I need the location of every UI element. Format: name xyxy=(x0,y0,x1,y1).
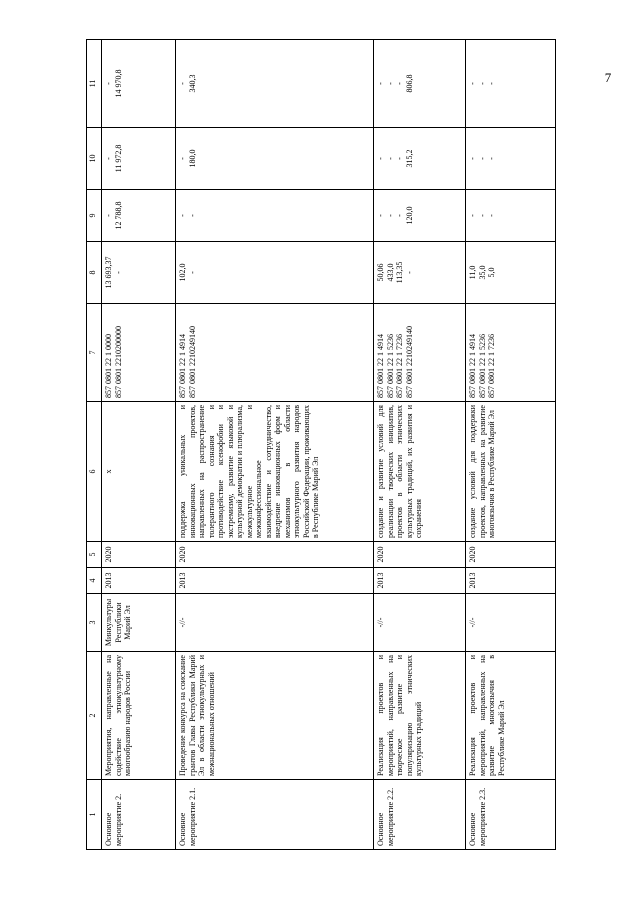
value: 11 972,8 xyxy=(113,144,123,173)
cell-event-id: Основное мероприятие 2.3. xyxy=(466,780,556,850)
cell-end-year: 2020 xyxy=(176,542,374,568)
value: - xyxy=(376,214,385,217)
value: 13 693,37 xyxy=(104,256,113,289)
value: - xyxy=(468,82,477,85)
cell-result: x xyxy=(102,402,176,542)
cell-executor: Минкультуры Республики Марий Эл xyxy=(102,594,176,652)
value: - xyxy=(477,214,487,217)
column-header: 6 xyxy=(87,402,102,542)
cell-end-year: 2020 xyxy=(466,542,556,568)
value: - xyxy=(104,214,113,217)
value: - xyxy=(487,82,496,85)
value: - xyxy=(385,214,395,217)
cell-start-year: 2013 xyxy=(466,568,556,594)
cell-executor: -//- xyxy=(374,594,466,652)
cell-event-id: Основное мероприятие 2.1. xyxy=(176,780,374,850)
column-header: 3 xyxy=(87,594,102,652)
cell-start-year: 2013 xyxy=(374,568,466,594)
cell-start-year: 2013 xyxy=(176,568,374,594)
cell-result: поддержка уникальных и инновационных проектов, направленных на распространение толерантного сознания и противодействие ксенофобии и экстремизму, развитие языковой и культурной демократии и плюрализма, межкультурное и межконфессиональное взаимодействие и сотрудничество, внедрение инновационных форм и механизмов в области этнокультурного развития народов Российской Федерации, проживающих в Республике Марий Эл xyxy=(176,402,374,542)
column-header: 8 xyxy=(87,242,102,304)
budget-code: 857 0801 2210200000 xyxy=(113,326,123,398)
value: - xyxy=(395,157,404,160)
budget-code: 857 0801 22 1 4914 xyxy=(468,334,477,398)
value: - xyxy=(187,271,197,274)
cell-event-name: Реализация проектов и мероприятий, направленных на творческое развитие и популяризацию этнических культурных традиций xyxy=(374,652,466,780)
value: 340,3 xyxy=(187,74,197,93)
cell-value-col10 xyxy=(102,128,176,190)
cell-start-year: 2013 xyxy=(102,568,176,594)
cell-event-name: Мероприятия, направленные на содействие этнокультурному многообразию народов России xyxy=(102,652,176,780)
cell-value-col8 xyxy=(374,242,466,304)
rotated-table-container xyxy=(86,40,626,850)
table-row xyxy=(176,40,374,850)
cell-value-col9 xyxy=(102,190,176,242)
cell-budget-code xyxy=(176,304,374,402)
column-header: 4 xyxy=(87,568,102,594)
column-header: 7 xyxy=(87,304,102,402)
value: - xyxy=(468,157,477,160)
value: 315,2 xyxy=(404,149,414,168)
cell-end-year: 2020 xyxy=(374,542,466,568)
budget-code: 857 0801 22 1 5236 xyxy=(477,334,487,398)
value: - xyxy=(104,157,113,160)
column-header: 9 xyxy=(87,190,102,242)
cell-value-col8 xyxy=(176,242,374,304)
table-row xyxy=(102,40,176,850)
budget-code: 857 0801 22 1 4914 xyxy=(178,334,187,398)
table-row xyxy=(374,40,466,850)
value: - xyxy=(178,157,187,160)
value: 12 788,8 xyxy=(113,201,123,230)
cell-budget-code xyxy=(102,304,176,402)
program-table xyxy=(86,39,556,850)
column-header: 11 xyxy=(87,40,102,128)
cell-event-id: Основное мероприятие 2.2. xyxy=(374,780,466,850)
cell-result: создание и развитие условий для реализации творческих инициатив, проектов в области этнических культурных традиций, их развития и сохранения xyxy=(374,402,466,542)
value: - xyxy=(178,82,187,85)
table-row xyxy=(466,40,556,850)
column-header: 2 xyxy=(87,652,102,780)
value: - xyxy=(187,214,197,217)
cell-value-col8 xyxy=(466,242,556,304)
value: 14 970,8 xyxy=(113,69,123,98)
column-header: 5 xyxy=(87,542,102,568)
column-header-row xyxy=(87,40,102,850)
cell-value-col11 xyxy=(102,40,176,128)
value: - xyxy=(376,157,385,160)
column-header: 1 xyxy=(87,780,102,850)
value: - xyxy=(487,157,496,160)
value: 5,0 xyxy=(487,267,496,278)
cell-value-col10 xyxy=(374,128,466,190)
cell-executor: -//- xyxy=(466,594,556,652)
cell-value-col10 xyxy=(176,128,374,190)
cell-value-col9 xyxy=(466,190,556,242)
budget-code: 857 0801 22 1 0000 xyxy=(104,334,113,398)
value: 50,06 xyxy=(376,263,385,282)
value: 113,35 xyxy=(395,261,404,284)
value: 433,0 xyxy=(385,263,395,282)
budget-code: 857 0801 2210249140 xyxy=(187,326,197,398)
cell-event-id: Основное мероприятие 2. xyxy=(102,780,176,850)
budget-code: 857 0801 2210249140 xyxy=(404,326,414,398)
budget-code: 857 0801 22 1 4914 xyxy=(376,334,385,398)
value: - xyxy=(477,82,487,85)
cell-event-name: Реализация проектов и мероприятий, направленных на развитие многоязычия в Республике Марий Эл xyxy=(466,652,556,780)
value: 120,0 xyxy=(404,206,414,225)
value: 102,0 xyxy=(178,263,187,282)
cell-executor: -//- xyxy=(176,594,374,652)
cell-value-col9 xyxy=(374,190,466,242)
value: 180,0 xyxy=(187,149,197,168)
cell-budget-code xyxy=(374,304,466,402)
value: - xyxy=(178,214,187,217)
value: - xyxy=(385,82,395,85)
cell-end-year: 2020 xyxy=(102,542,176,568)
budget-code: 857 0801 22 1 7236 xyxy=(395,334,404,398)
value: - xyxy=(376,82,385,85)
cell-event-name: Проведение конкурса на соискание грантов Главы Республики Марий Эл в области этнокультурных и межнациональных отношений xyxy=(176,652,374,780)
value: - xyxy=(468,214,477,217)
value: - xyxy=(477,157,487,160)
cell-value-col11 xyxy=(374,40,466,128)
budget-code: 857 0801 22 1 5236 xyxy=(385,334,395,398)
cell-value-col10 xyxy=(466,128,556,190)
value: - xyxy=(385,157,395,160)
value: - xyxy=(404,271,414,274)
value: - xyxy=(487,214,496,217)
value: - xyxy=(104,82,113,85)
column-header: 10 xyxy=(87,128,102,190)
page-number: 7 xyxy=(604,70,612,85)
budget-code: 857 0801 22 1 7236 xyxy=(487,334,496,398)
value: 35,0 xyxy=(477,265,487,280)
cell-value-col11 xyxy=(466,40,556,128)
value: - xyxy=(113,271,123,274)
cell-value-col9 xyxy=(176,190,374,242)
cell-value-col11 xyxy=(176,40,374,128)
value: 806,8 xyxy=(404,74,414,93)
value: - xyxy=(395,82,404,85)
cell-budget-code xyxy=(466,304,556,402)
value: - xyxy=(395,214,404,217)
value: 11,0 xyxy=(468,265,477,280)
cell-result: создание условий для поддержки проектов, направленных на развитие многоязычия в Республике Марий Эл xyxy=(466,402,556,542)
cell-value-col8 xyxy=(102,242,176,304)
